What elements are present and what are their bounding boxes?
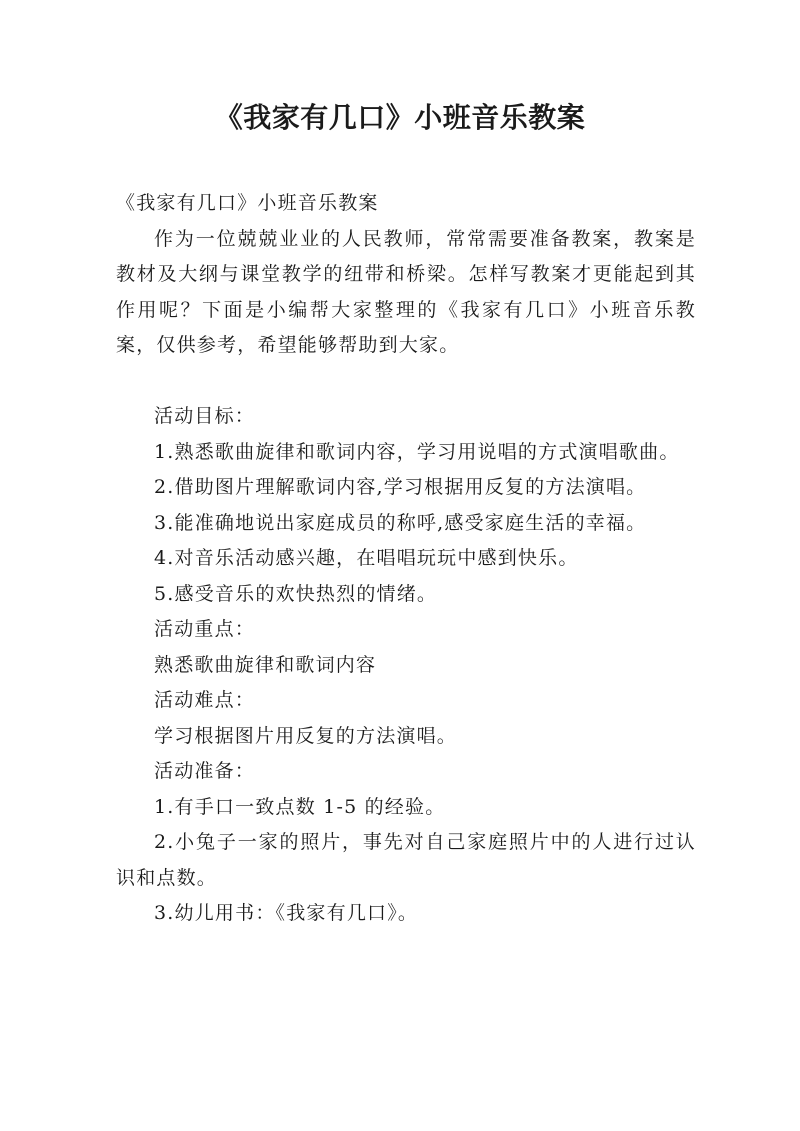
goal-item: 3.能准确地说出家庭成员的称呼,感受家庭生活的幸福。 — [154, 511, 647, 534]
intro-paragraph: 作为一位兢兢业业的人民教师，常常需要准备教案，教案是教材及大纲与课堂教学的纽带和桥梁。怎样写教案才更能起到其作用呢？下面是小编帮大家整理的《我家有几口》小班音乐教案，仅供参考，希望能够帮助到大家。 — [116, 227, 696, 356]
document-subtitle: 《我家有几口》小班音乐教案 — [116, 192, 379, 214]
prep-heading: 活动准备： — [154, 760, 256, 782]
prep-item: 1.有手口一致点数 1-5 的经验。 — [154, 795, 446, 818]
prep-item: 3.幼儿用书：《我家有几口》。 — [154, 902, 419, 924]
goals-heading: 活动目标： — [154, 405, 256, 427]
document-body — [116, 186, 696, 932]
focus-heading: 活动重点： — [154, 618, 256, 640]
goal-item: 2.借助图片理解歌词内容,学习根据用反复的方法演唱。 — [154, 476, 647, 498]
paragraph-spacer — [116, 364, 696, 400]
goal-item: 1.熟悉歌曲旋律和歌词内容，学习用说唱的方式演唱歌曲。 — [154, 440, 680, 463]
focus-text: 熟悉歌曲旋律和歌词内容 — [154, 653, 377, 676]
goal-item: 5.感受音乐的欢快热烈的情绪。 — [154, 582, 438, 605]
goal-item: 4.对音乐活动感兴趣，在唱唱玩玩中感到快乐。 — [154, 547, 579, 569]
document-title: 《我家有几口》小班音乐教案 — [214, 101, 586, 134]
difficulty-text: 学习根据图片用反复的方法演唱。 — [154, 724, 458, 747]
prep-item: 2.小兔子一家的照片，事先对自己家庭照片中的人进行过认识和点数。 — [116, 831, 696, 889]
difficulty-heading: 活动难点： — [154, 689, 256, 711]
